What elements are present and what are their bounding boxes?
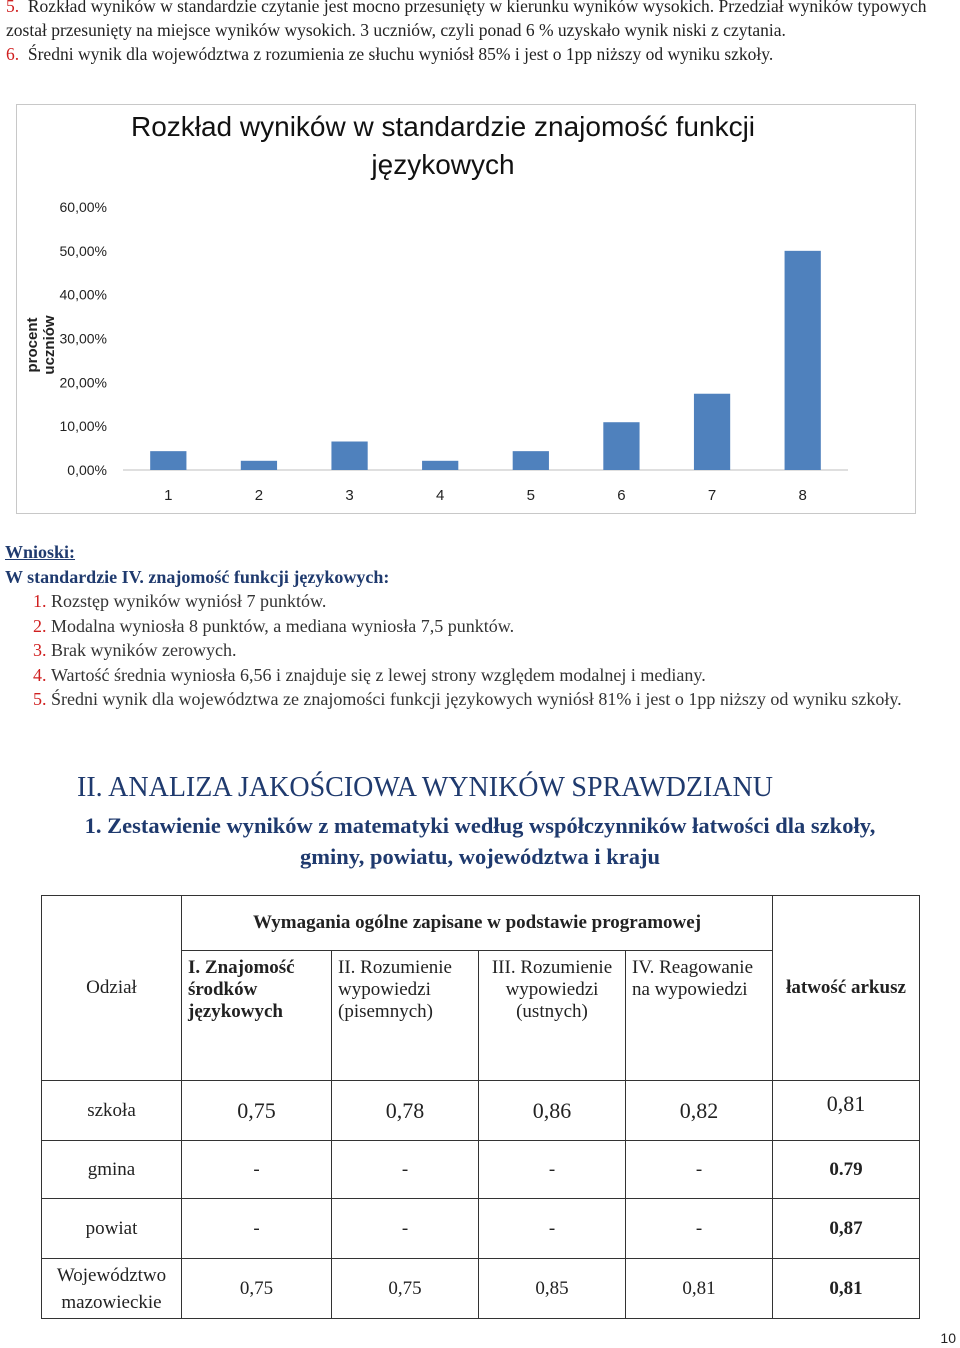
list-item: 3. Brak wyników zerowych.: [51, 638, 945, 663]
x-tick-label: 4: [436, 487, 445, 504]
paragraph-6: 6. Średni wynik dla województwa z rozumienia ze słuchu wyniósł 85% i jest o 1pp niższy od wyniku szkoły.: [6, 44, 774, 64]
chart-bar: [422, 461, 458, 470]
chart-title: Rozkład wyników w standardzie znajomość funkcji językowych: [130, 111, 756, 180]
conclusions-list: [5, 589, 945, 712]
list-item: 5. Średni wynik dla województwa ze znajomości funkcji językowych wyniósł 81% i jest o 1pp niższy od wyniku szkoły.: [51, 687, 945, 712]
list-item: 1. Rozstęp wyników wyniósł 7 punktów.: [51, 589, 945, 614]
page-number: 10: [940, 1330, 956, 1346]
y-tick-label: 20,00%: [59, 374, 107, 391]
y-tick-label: 40,00%: [59, 286, 107, 303]
chart-bar: [694, 394, 730, 470]
table-row: powiat - - - - 0,87: [42, 1199, 920, 1259]
header-col-4: IV. Reagowanie na wypowiedzi: [626, 951, 773, 1081]
chart-bar: [785, 251, 821, 470]
list-item: 4. Wartość średnia wyniosła 6,56 i znajduje się z lewej strony względem modalnej i mediany.: [51, 663, 945, 688]
x-tick-label: 3: [345, 487, 354, 504]
chart-y-axis-label: procent uczniów: [24, 315, 58, 375]
conclusions-subheading: W standardzie IV. znajomość funkcji językowych:: [5, 566, 390, 587]
x-tick-label: 5: [526, 487, 535, 504]
header-latwosc: łatwość arkusz: [773, 896, 920, 1081]
header-col-3: III. Rozumienie wypowiedzi (ustnych): [479, 951, 626, 1081]
y-tick-label: 10,00%: [59, 418, 107, 435]
paragraph-5: 5. Rozkład wyników w standardzie czytanie jest mocno przesunięty w kierunku wyników wysokich. Przedział wyników typowych został przesunięty na miejsce wyników wysokich. 3 uczniów, czyli ponad 6 % uzyskało wynik niski z czytania.: [6, 0, 927, 40]
table-row: szkoła 0,75 0,78 0,86 0,82 0,81: [42, 1081, 920, 1141]
x-tick-label: 1: [164, 487, 173, 504]
x-tick-label: 8: [798, 487, 807, 504]
chart-bar: [241, 461, 277, 470]
chart-bar: [513, 451, 549, 470]
y-tick-label: 30,00%: [59, 330, 107, 347]
y-tick-label: 50,00%: [59, 242, 107, 259]
header-col-2: II. Rozumienie wypowiedzi (pisemnych): [332, 951, 479, 1081]
x-tick-label: 6: [617, 487, 626, 504]
table-row: gmina - - - - 0.79: [42, 1141, 920, 1199]
y-tick-label: 0,00%: [67, 462, 107, 478]
x-tick-label: 7: [707, 487, 717, 504]
section-2-title: II. ANALIZA JAKOŚCIOWA WYNIKÓW SPRAWDZIANU: [77, 772, 773, 803]
table-row: Województwo mazowieckie 0,75 0,75 0,85 0,81 0,81: [42, 1259, 920, 1319]
header-group: Wymagania ogólne zapisane w podstawie programowej: [182, 896, 773, 951]
results-table: [41, 895, 920, 1319]
header-col-1: I. Znajomość środków językowych: [182, 951, 332, 1081]
x-tick-label: 2: [254, 487, 264, 504]
y-tick-label: 60,00%: [59, 199, 107, 215]
conclusions-heading: Wnioski:: [5, 542, 76, 562]
subsection-1-title: 1. Zestawienie wyników z matematyki według współczynników łatwości dla szkoły, gminy, powiatu, województwa i kraju: [84, 813, 876, 869]
conclusions: [5, 540, 945, 712]
chart-bar: [331, 442, 367, 470]
list-item: 2. Modalna wyniosła 8 punktów, a mediana wyniosła 7,5 punktów.: [51, 614, 945, 639]
chart-bar: [150, 451, 186, 470]
chart-plot: [0, 0, 960, 520]
header-oddzial: Odział: [42, 896, 182, 1081]
chart-bar: [603, 422, 639, 470]
